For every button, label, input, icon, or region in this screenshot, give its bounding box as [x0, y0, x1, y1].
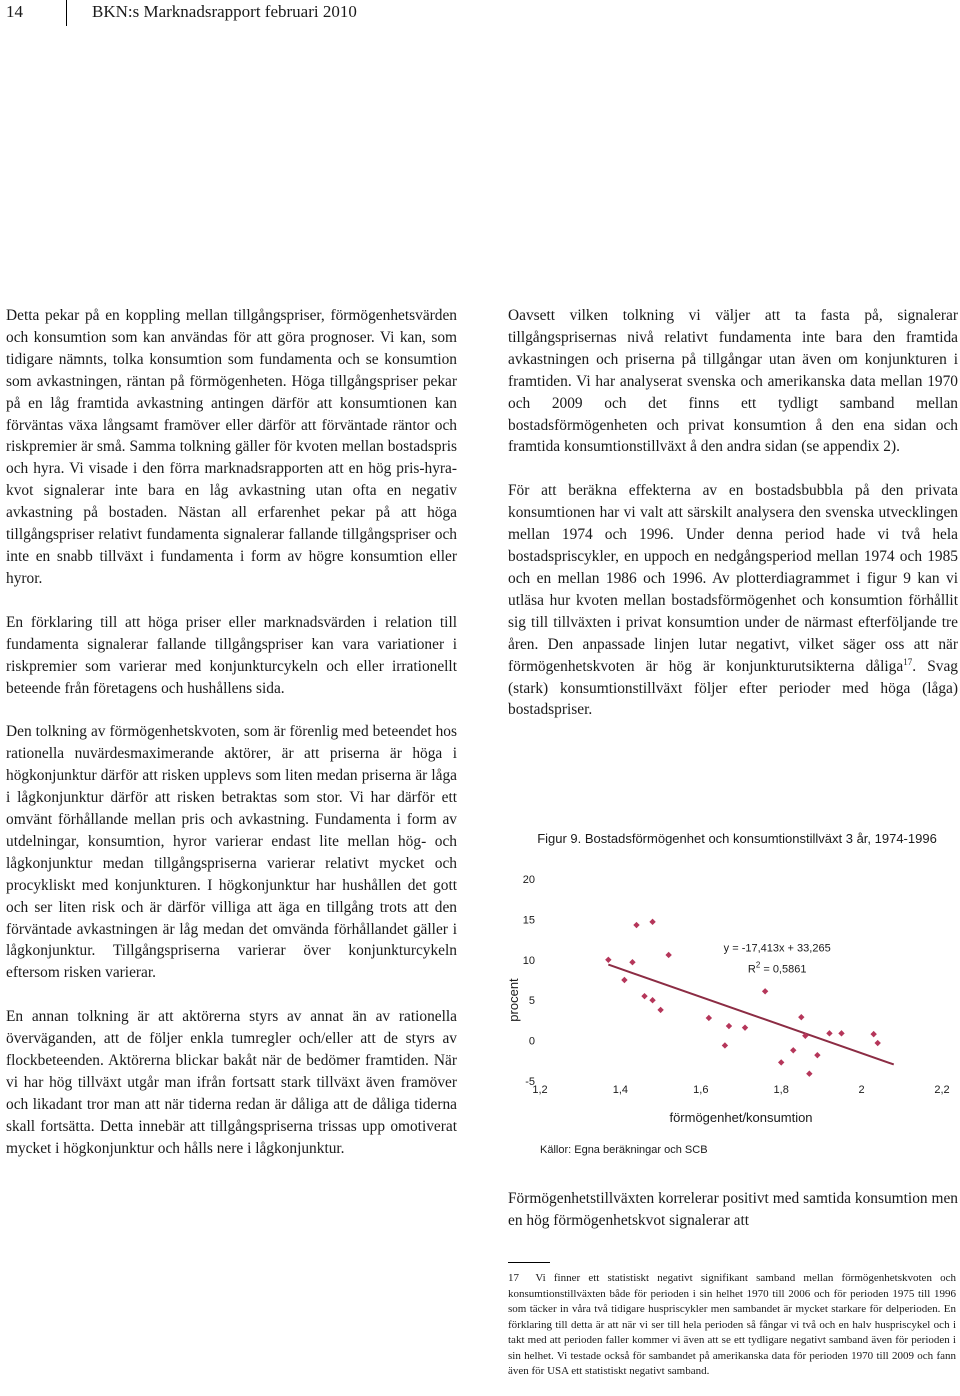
data-point	[657, 1007, 663, 1013]
trend-line	[608, 965, 893, 1065]
figure-9	[505, 826, 955, 1166]
scatter-chart	[505, 866, 955, 1136]
data-point	[629, 959, 635, 965]
right-column	[508, 305, 958, 721]
data-point	[826, 1030, 832, 1036]
footnote-number: 17	[508, 1272, 519, 1284]
data-point	[605, 957, 611, 963]
paragraph	[508, 480, 958, 721]
running-title: BKN:s Marknadsrapport februari 2010	[92, 2, 357, 21]
data-point	[726, 1023, 732, 1029]
data-point	[814, 1052, 820, 1058]
x-axis-ticks	[532, 1084, 949, 1096]
page-header	[6, 0, 954, 30]
paragraph: En förklaring till att höga priser eller marknadsvärden i relation till fundamenta signalerar fallande tillgångspriser kan vara variationer i riskpremier som varierar med konjunkturcykeln och eller irrationellt beteende från företagens och hushållens sida.	[6, 613, 457, 697]
x-tick-label: 2,2	[934, 1084, 950, 1096]
left-column	[6, 305, 457, 1160]
data-point	[665, 952, 671, 958]
y-axis-label: procent	[506, 978, 521, 1022]
x-tick-label: 1,4	[612, 1084, 629, 1096]
data-point	[649, 997, 655, 1003]
x-tick-label: 1,2	[532, 1084, 548, 1096]
data-point	[621, 977, 627, 983]
footnote-ref: 17	[903, 656, 913, 667]
header-divider	[66, 0, 67, 26]
data-point	[722, 1042, 728, 1048]
data-point	[806, 1071, 812, 1077]
footnote-rule	[508, 1262, 550, 1263]
paragraph: Detta pekar på en koppling mellan tillgångspriser, förmögenhetsvärden och konsumtion som kan användas för att göra prognoser. Vi kan, som tidigare nämnts, tolka konsumtion som fundamenta och se konsumtion som avkastningen, räntan på förmögenheten. Höga tillgångspriser pekar på en låg framtida avkastning antingen därför att konsumtionen kan förväntas växa långsamt framöver eller därför att förväntade räntor och riskpremier är små. Samma tolkning gäller för kvoten mellan bostadspris och hyra. Vi visade i den förra marknadsrapporten att en hög pris-hyra-kvot signalerar inte bara en låg avkastning utan ofta en negativ avkastning på bostaden. Nästan all erfarenhet pekar på att höga tillgångspriser relativt fundamenta signalerar fallande tillgångspriser och inte en snabb tillväxt i fundamenta i form av högre konsumtion eller hyror.	[6, 307, 457, 587]
footnote	[508, 1271, 956, 1380]
equation-label: y = -17,413x + 33,265	[723, 942, 831, 955]
paragraph: Oavsett vilken tolkning vi väljer att ta fasta på, signalerar tillgångsprisernas nivå relativt fundamenta inte bara den framtida avkastningen och priserna på tillgångar utan även om konjunkturen i framtiden. Vi har analyserat svenska och amerikanska data mellan 1970 och 2009 och det finns ett tydligt samband mellan bostadsförmögenheten och privat konsumtion å den ena sidan och framtida konsumtionstillväxt å den andra sidan (se appendix 2).	[508, 307, 958, 456]
paragraph-text: För att beräkna effekterna av en bostadsbubbla på den privata konsumtionen har vi valt att särskilt analysera den svenska utvecklingen mellan 1974 och 1996. Under denna period hade vi två hela bostadspriscykler, en uppoch en nedgångsperiod mellan 1974 och 1985 och en mellan 1986 och 1996. Av plotterdiagrammet i figur 9 kan vi utläsa hur kvoten mellan bostadsförmögenhet och konsumtion förhållit sig till tillväxten i privat konsumtion under de närmast efterföljande tre åren. Den anpassade linjen lutar negativt, vilket säger oss att när förmögenhetskvoten är hög är konjunkturutsikterna dåliga	[508, 482, 958, 675]
x-axis-label: förmögenhet/konsumtion	[669, 1110, 813, 1125]
data-point	[641, 993, 647, 999]
data-point	[778, 1059, 784, 1065]
y-tick-label: 5	[528, 995, 535, 1008]
data-point	[762, 988, 768, 994]
r-squared-label	[748, 961, 807, 976]
paragraph: Den tolkning av förmögenhetskvoten, som är förenlig med beteendet hos rationella nuvärdesmaximerande aktörer, är att priserna är höga i högkonjunktur därför att risken upplevs som liten medan priserna är låga i lågkonjunktur därför att risken betraktas som stor. Vi har därför ett omvänt förhållande mellan pris och avkastning. Fundamenta i form av utdelningar, konsumtion, hyror varierar endast lite mellan hög- och lågkonjunktur medan tillgångspriserna varierar relativt mycket och procykliskt med konjunkturen. I högkonjunktur har hushållen det gott och ser liten risk och är därför villiga att äga en tillgång trots att den förväntade avkastningen är låg medan det omvända förhållandet gäller i lågkonjunktur. Tillgångspriserna varierar över konjunkturcykeln eftersom risken varierar.	[6, 723, 457, 982]
x-tick-label: 1,8	[773, 1084, 789, 1096]
paragraph: En annan tolkning är att aktörerna styrs av annat än av rationella överväganden, att de följer enkla tumregler och/eller att de styrs av flockbeteenden. Aktörerna blickar bakåt när de bedömer framtiden. När vi har hög tillväxt utgår man ifrån fortsatt stark tillväxt även framöver och likadant tror man att när tiderna redan är dåliga att de dåliga tiderna skall fortsätta. Detta innebär att tillgångspriserna trissas upp omotiverat mycket i högkonjunktur och hålls nere i lågkonjunktur.	[6, 1008, 457, 1157]
data-point	[874, 1040, 880, 1046]
y-tick-label: 10	[522, 954, 535, 967]
y-tick-label: -5	[525, 1076, 535, 1088]
data-point	[798, 1014, 804, 1020]
r2-value: = 0,5861	[760, 963, 807, 976]
y-tick-label: 15	[522, 914, 535, 927]
footnote-text: Vi finner ett statistiskt negativt signifikant samband mellan förmögenhetskvoten och konsumtionstillväxten både för perioden i sin helhet 1970 till 2006 och för perioden 1975 till 1996 som täcker in våra två tidigare huspriscykler men sambandet är mycket starkare för delperioden. En förklaring till detta är att när vi ser till hela perioden så fångar vi två och en halv huspriscykel och i takt med att perioden faller kommer vi även att se ett tydligare negativt samband även för perioden i sin helhet. Vi testade också för sambandet på amerikanska data för perioden 1970 till 2009 och fann även för USA ett statistiskt negativt samband.	[508, 1272, 957, 1377]
data-point	[706, 1015, 712, 1021]
x-tick-label: 2	[858, 1084, 865, 1096]
data-point	[838, 1030, 844, 1036]
caption-text: Förmögenhetstillväxten korrelerar positivt med samtida konsumtion men en hög förmögenhetskvot signalerar att	[508, 1190, 958, 1229]
data-point	[790, 1047, 796, 1053]
x-tick-label: 1,6	[693, 1084, 709, 1096]
y-axis-ticks	[523, 874, 535, 1088]
paragraph-text-end: . Svag (stark) konsumtionstillväxt följer efter perioder med höga (låga) bostadspriser.	[508, 657, 959, 719]
y-tick-label: 0	[528, 1035, 535, 1048]
data-point	[649, 919, 655, 925]
figure-title: Figur 9. Bostadsförmögenhet och konsumtionstillväxt 3 år, 1974-1996	[537, 831, 937, 846]
r2-exp: 2	[755, 960, 761, 970]
figure-source: Källor: Egna beräkningar och SCB	[540, 1144, 708, 1156]
data-point	[870, 1031, 876, 1037]
data-point	[633, 922, 639, 928]
r2-prefix: R	[747, 963, 756, 976]
data-point	[742, 1024, 748, 1030]
y-tick-label: 20	[522, 874, 535, 886]
page-number: 14	[6, 2, 23, 21]
